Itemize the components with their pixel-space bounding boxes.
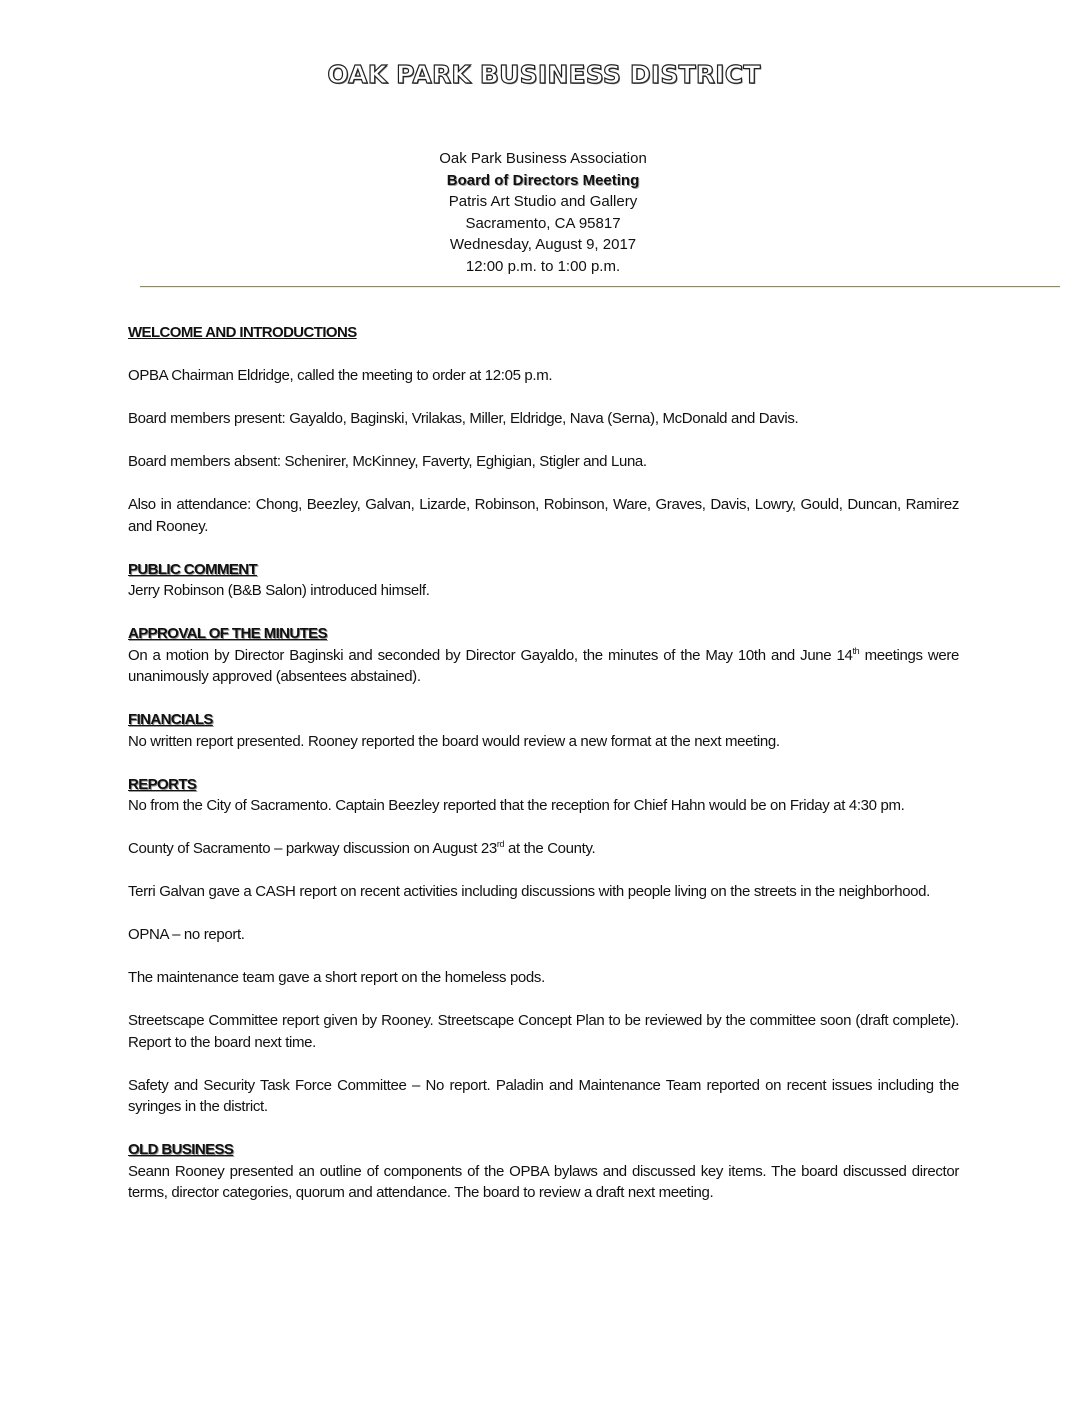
meeting-city: Sacramento, CA 95817 (465, 214, 621, 232)
paragraph-members-present: Board members present: Gayaldo, Baginski, Vrilakas, Miller, Eldridge, Nava (Serna), McDonald and Davis. (128, 410, 799, 427)
paragraph-opna-report: OPNA – no report. (128, 926, 245, 943)
section-heading-reports: REPORTS (128, 775, 197, 793)
paragraph-call-to-order: OPBA Chairman Eldridge, called the meeting to order at 12:05 p.m. (128, 367, 553, 384)
paragraph-members-absent: Board members absent: Schenirer, McKinney, Faverty, Eghigian, Stigler and Luna. (128, 453, 647, 470)
meeting-venue: Patris Art Studio and Gallery (448, 193, 638, 210)
paragraph-streetscape-report: Streetscape Committee report given by Rooney. Streetscape Concept Plan to be reviewed by the committee soon (draft complete). Report to the board next time. (128, 1012, 959, 1051)
meeting-type: Board of Directors Meeting (446, 171, 640, 189)
meeting-header (343, 148, 743, 277)
section-heading-public-comment: PUBLIC COMMENT (128, 560, 258, 578)
ordinal-suffix: rd (496, 839, 505, 849)
section-heading-welcome: WELCOME AND INTRODUCTIONS (128, 324, 357, 341)
paragraph-financials: No written report presented. Rooney reported the board would review a new format at the next meeting. (128, 732, 780, 750)
county-text-cont: at the County. (504, 840, 596, 857)
section-heading-approval: APPROVAL OF THE MINUTES (128, 625, 327, 642)
paragraph-maintenance-report: The maintenance team gave a short report on the homeless pods. (128, 969, 545, 986)
section-heading-financials: FINANCIALS (128, 711, 213, 728)
meeting-time: 12:00 p.m. to 1:00 p.m. (465, 257, 621, 275)
county-text: County of Sacramento – parkway discussion on August 23 (128, 840, 497, 857)
paragraph-city-report: No from the City of Sacramento. Captain Beezley reported that the reception for Chief Hahn would be on Friday at 4:30 pm. (128, 797, 905, 814)
paragraph-county-report (128, 838, 959, 860)
paragraph-public-comment: Jerry Robinson (B&B Salon) introduced himself. (128, 582, 430, 599)
approval-text: On a motion by Director Baginski and seconded by Director Gayaldo, the minutes of the May 10th and June 14 (128, 646, 853, 664)
meeting-date: Wednesday, August 9, 2017 (449, 236, 637, 253)
ordinal-suffix: th (852, 645, 860, 656)
organization-name: Oak Park Business Association (439, 150, 647, 167)
header-divider (140, 286, 1060, 287)
paragraph-safety-report: Safety and Security Task Force Committee – No report. Paladin and Maintenance Team reported on recent issues including the syringes in the district. (128, 1076, 959, 1115)
document-title: OAK PARK BUSINESS DISTRICT (327, 60, 761, 89)
approval-text-cont: meetings were unanimously approved (absentees abstained). (128, 646, 960, 685)
paragraph-attendance: Also in attendance: Chong, Beezley, Galvan, Lizarde, Robinson, Robinson, Ware, Graves, Davis, Lowry, Gould, Duncan, Ramirez and Rooney. (128, 496, 959, 535)
section-heading-old-business: OLD BUSINESS (128, 1141, 234, 1158)
paragraph-old-business: Seann Rooney presented an outline of components of the OPBA bylaws and discussed key items. The board discussed director terms, director categories, quorum and attendance. The board to review a draft next meeting. (128, 1162, 959, 1201)
minutes-body (128, 322, 959, 1204)
paragraph-approval (128, 645, 959, 688)
paragraph-cash-report: Terri Galvan gave a CASH report on recent activities including discussions with people living on the streets in the neighborhood. (128, 883, 930, 900)
